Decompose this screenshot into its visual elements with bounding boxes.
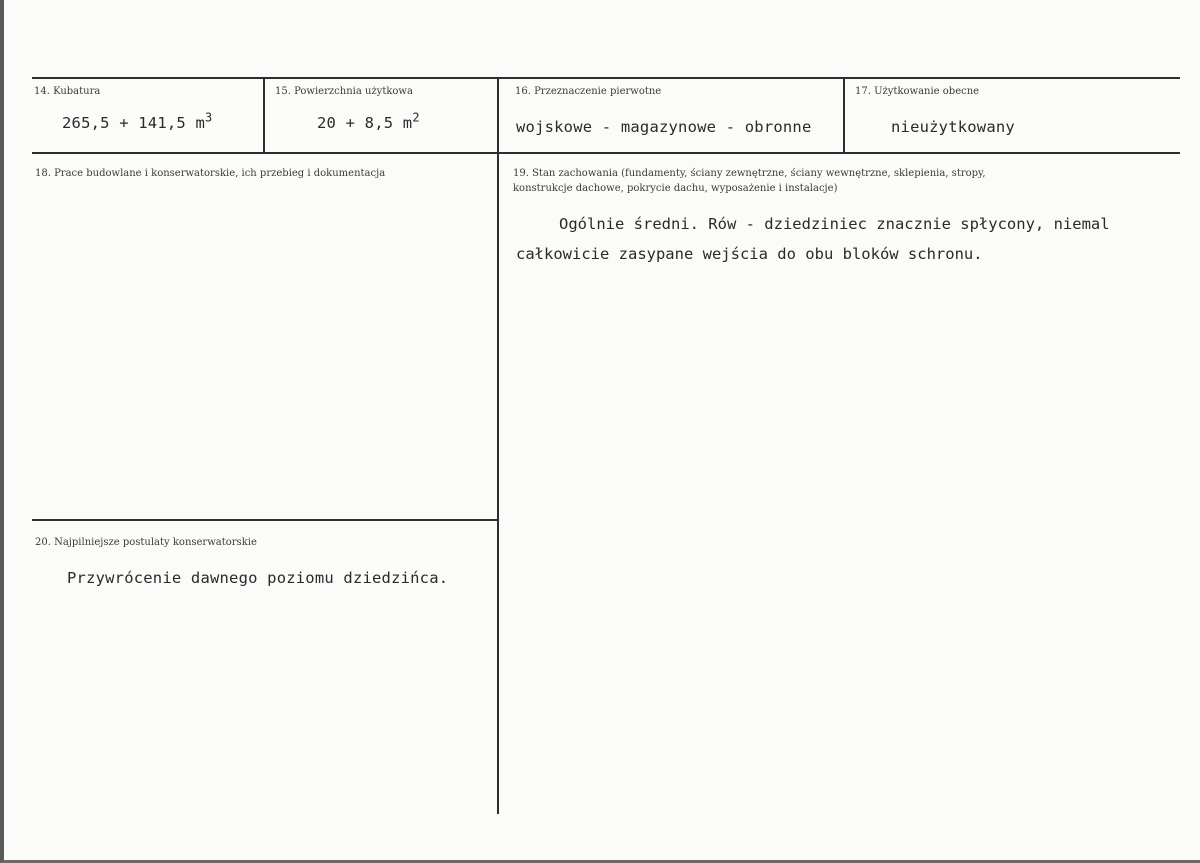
- postulaty-label: 20. Najpilniejsze postulaty konserwatorskie: [35, 537, 257, 548]
- kubatura-exponent: 3: [204, 110, 213, 125]
- col-divider-2: [497, 78, 499, 814]
- uzytkowanie-value: nieużytkowany: [891, 118, 1015, 136]
- powierzchnia-value: [317, 110, 420, 132]
- col-divider-1: [263, 78, 265, 153]
- stan-label-line1: 19. Stan zachowania (fundamenty, ściany zewnętrzne, ściany wewnętrzne, sklepienia, stropy,: [513, 168, 986, 179]
- postulaty-value: Przywrócenie dawnego poziomu dziedzińca.: [67, 569, 449, 587]
- powierzchnia-label: 15. Powierzchnia użytkowa: [275, 86, 413, 97]
- kubatura-value: [62, 110, 213, 132]
- uzytkowanie-label: 17. Użytkowanie obecne: [855, 86, 980, 97]
- kubatura-value-text: 265,5 + 141,5 m: [62, 114, 205, 132]
- stan-text-line2: całkowicie zasypane wejścia do obu bloków schronu.: [516, 245, 983, 263]
- prace-label: 18. Prace budowlane i konserwatorskie, ich przebieg i dokumentacja: [35, 168, 386, 179]
- stan-label-line2: konstrukcje dachowe, pokrycie dachu, wyposażenie i instalacje): [513, 183, 838, 194]
- top-rule: [32, 77, 1180, 79]
- powierzchnia-value-text: 20 + 8,5 m: [317, 114, 413, 132]
- przeznaczenie-value: wojskowe - magazynowe - obronne: [516, 118, 812, 136]
- stan-text-line1: Ogólnie średni. Rów - dziedziniec znacznie spłycony, niemal: [559, 215, 1110, 233]
- col-divider-3: [843, 78, 845, 153]
- powierzchnia-exponent: 2: [412, 110, 420, 125]
- kubatura-label: 14. Kubatura: [34, 86, 101, 97]
- header-row-rule: [32, 152, 1180, 154]
- przeznaczenie-label: 16. Przeznaczenie pierwotne: [515, 86, 662, 97]
- section-20-rule: [32, 519, 497, 521]
- stan-text: [516, 209, 1110, 269]
